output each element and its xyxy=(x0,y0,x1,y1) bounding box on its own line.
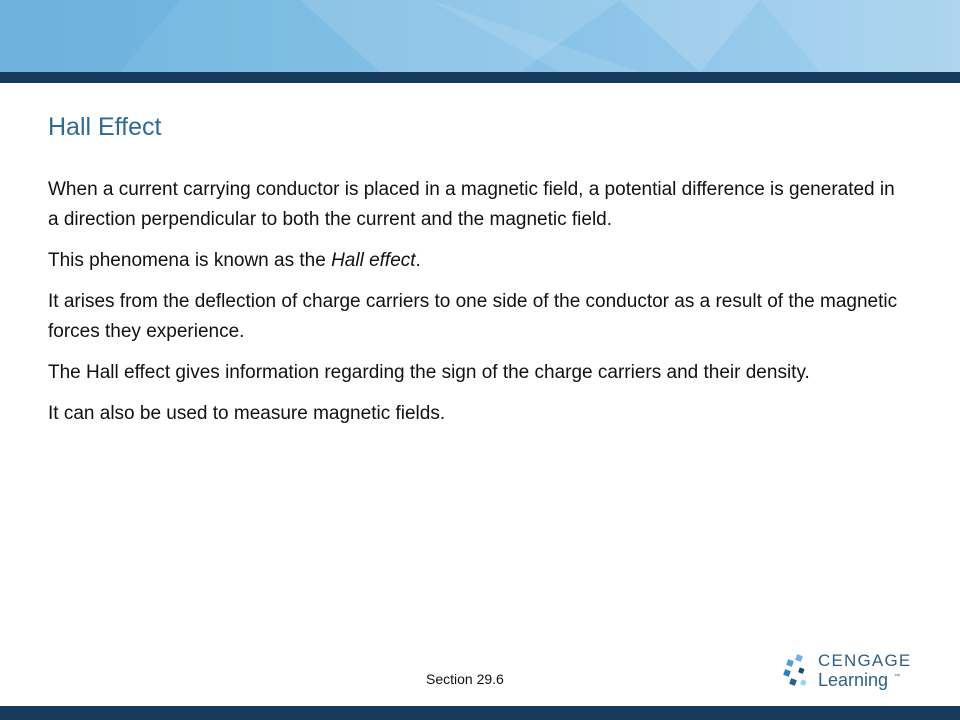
cengage-logo xyxy=(782,650,932,692)
paragraph-text: The Hall effect gives information regarding the sign of the charge carriers and their density. xyxy=(48,362,810,383)
paragraph xyxy=(48,287,898,347)
logo-trademark: ™ xyxy=(894,674,900,680)
slide-title: Hall Effect xyxy=(48,113,162,141)
paragraph xyxy=(48,399,898,429)
paragraph-text-end: . xyxy=(415,250,421,271)
paragraph-text: It can also be used to measure magnetic fields. xyxy=(48,403,446,424)
paragraph-text: When a current carrying conductor is placed in a magnetic field, a potential difference is generated in a direction perpendicular to both the current and the magnetic field. xyxy=(48,179,895,230)
slide-body xyxy=(48,175,898,440)
paragraph xyxy=(48,246,898,276)
paragraph xyxy=(48,358,898,388)
paragraph xyxy=(48,175,898,235)
logo-text-learning: Learning xyxy=(818,670,889,690)
emphasis-term: Hall effect xyxy=(331,250,416,271)
cengage-logo-mark-icon xyxy=(782,654,814,688)
header-banner xyxy=(0,0,960,72)
header-decoration xyxy=(0,0,960,72)
paragraph-text: This phenomena is known as the xyxy=(48,250,332,271)
section-label: Section 29.6 xyxy=(426,671,504,687)
header-divider xyxy=(0,72,960,83)
paragraph-text: It arises from the deflection of charge carriers to one side of the conductor as a result of the magnetic forces they experience. xyxy=(48,291,898,342)
footer-bar xyxy=(0,706,960,720)
logo-text-cengage: CENGAGE xyxy=(818,651,912,670)
